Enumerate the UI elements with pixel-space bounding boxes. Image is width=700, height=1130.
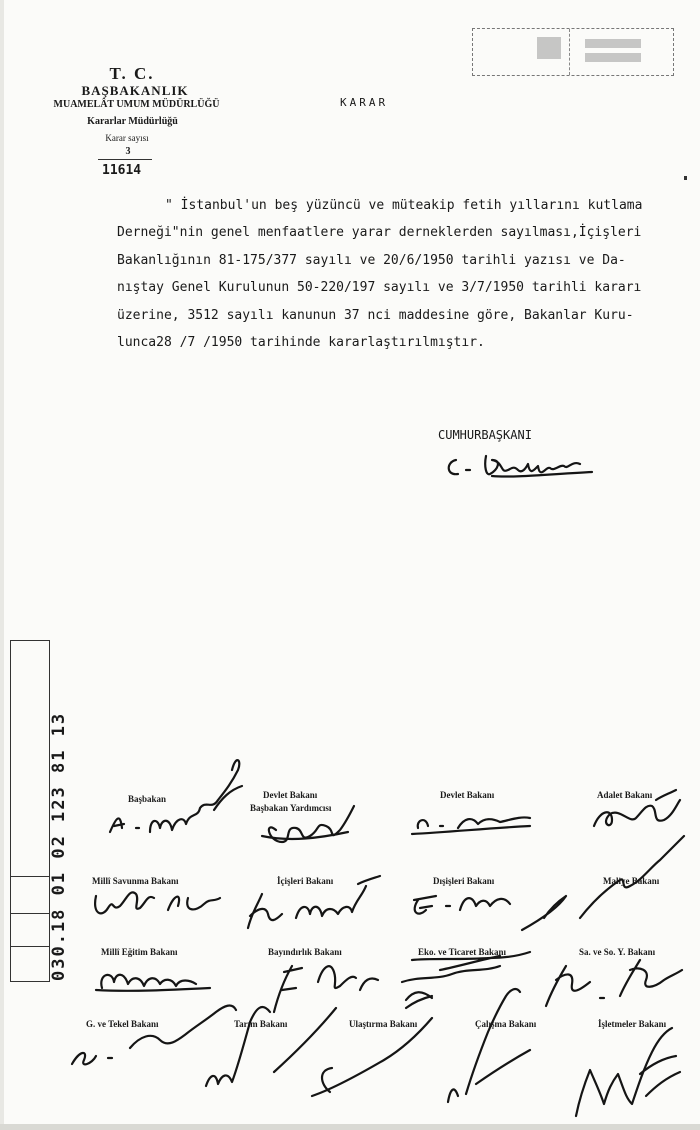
president-title: CUMHURBAŞKANI — [438, 428, 532, 442]
minister-label-devlet-1: Devlet Bakanı — [263, 790, 318, 800]
department-heading: MUAMELÂT UMUM MÜDÜRLÜĞÜ — [53, 99, 220, 110]
signature-calisma — [448, 989, 530, 1102]
signature-maliye — [522, 836, 684, 930]
text-line: Derneği"nin genel menfaatlere yarar derneklerden sayılması,İçişleri — [117, 225, 642, 241]
signature-bayindirlik — [274, 966, 378, 1012]
signature-tarim — [206, 1007, 336, 1086]
minister-label-tarim: Tarım Bakanı — [234, 1019, 288, 1029]
decision-number-label: Karar sayısı — [105, 133, 149, 143]
text-line: nıştay Genel Kurulunun 50-220/197 sayılı ve 3/7/1950 tarihli kararı — [117, 280, 642, 296]
minister-label-milli-savunma: Millî Savunma Bakanı — [92, 876, 179, 886]
minister-label-eko-ticaret: Eko. ve Ticaret Bakanı — [418, 947, 507, 957]
page-edge-bottom — [0, 1124, 700, 1130]
signature-milli-egitim — [96, 975, 210, 991]
minister-label-bayindirlik: Bayındırlık Bakanı — [268, 947, 342, 957]
tc-heading: T. C. — [109, 64, 155, 83]
minister-label-ulastirma: Ulaştırma Bakanı — [349, 1019, 418, 1029]
minister-label-gumruk: G. ve Tekel Bakanı — [86, 1019, 159, 1029]
decision-number-value: 3 — [125, 146, 131, 157]
text-line: üzerine, 3512 sayılı kanunun 37 nci maddesine göre, Bakanlar Kuru- — [117, 307, 634, 323]
text-line: " İstanbul'un beş yüzüncü ve müteakip fetih yıllarını kutlama — [165, 198, 643, 213]
minister-label-adalet: Adalet Bakanı — [597, 790, 653, 800]
signature-ulastirma — [312, 996, 432, 1096]
text-line: Bakanlığının 81-175/377 sayılı ve 20/6/1950 tarihli yazısı ve Da- — [117, 252, 626, 268]
signature-icisleri — [248, 876, 380, 928]
signature-isletmeler — [576, 1028, 680, 1116]
minister-label-saglik: Sa. ve So. Y. Bakanı — [579, 947, 656, 957]
reference-number: 11614 — [102, 163, 142, 178]
signature-devlet-1 — [262, 806, 354, 842]
minister-label-maliye: Maliye Bakanı — [603, 876, 660, 886]
signature-disisleri — [414, 896, 510, 914]
signature-devlet-2 — [412, 817, 530, 834]
directorate-heading: Kararlar Müdürlüğü — [87, 116, 178, 127]
minister-label-basbakan: Başbakan — [128, 794, 167, 804]
minister-label-disisleri: Dışişleri Bakanı — [433, 876, 495, 886]
minister-label-devlet-2: Devlet Bakanı — [440, 790, 495, 800]
signature-adalet — [594, 790, 680, 826]
signature-saglik — [546, 960, 682, 1006]
document-type: KARAR — [340, 96, 389, 109]
office-heading: BAŞBAKANLIK — [81, 83, 189, 98]
minister-label-icisleri: İçişleri Bakanı — [277, 876, 334, 886]
signature-basbakan — [110, 760, 242, 832]
text-line: lunca28 /7 /1950 tarihinde kararlaştırılmıştır. — [117, 335, 485, 351]
minister-label-basbakan-yardimcisi: Başbakan Yardımcısı — [250, 803, 332, 813]
minister-label-isletmeler: İşletmeler Bakanı — [598, 1019, 667, 1029]
archive-code: 030.18 01 02 123 81 13 — [49, 711, 69, 981]
signature-milli-savunma — [95, 892, 220, 913]
signature-eko-ticaret — [402, 952, 530, 1000]
signature-gumruk — [72, 1006, 236, 1065]
minister-label-milli-egitim: Millî Eğitim Bakanı — [101, 947, 178, 957]
minister-label-calisma: Çalışma Bakanı — [475, 1019, 537, 1029]
